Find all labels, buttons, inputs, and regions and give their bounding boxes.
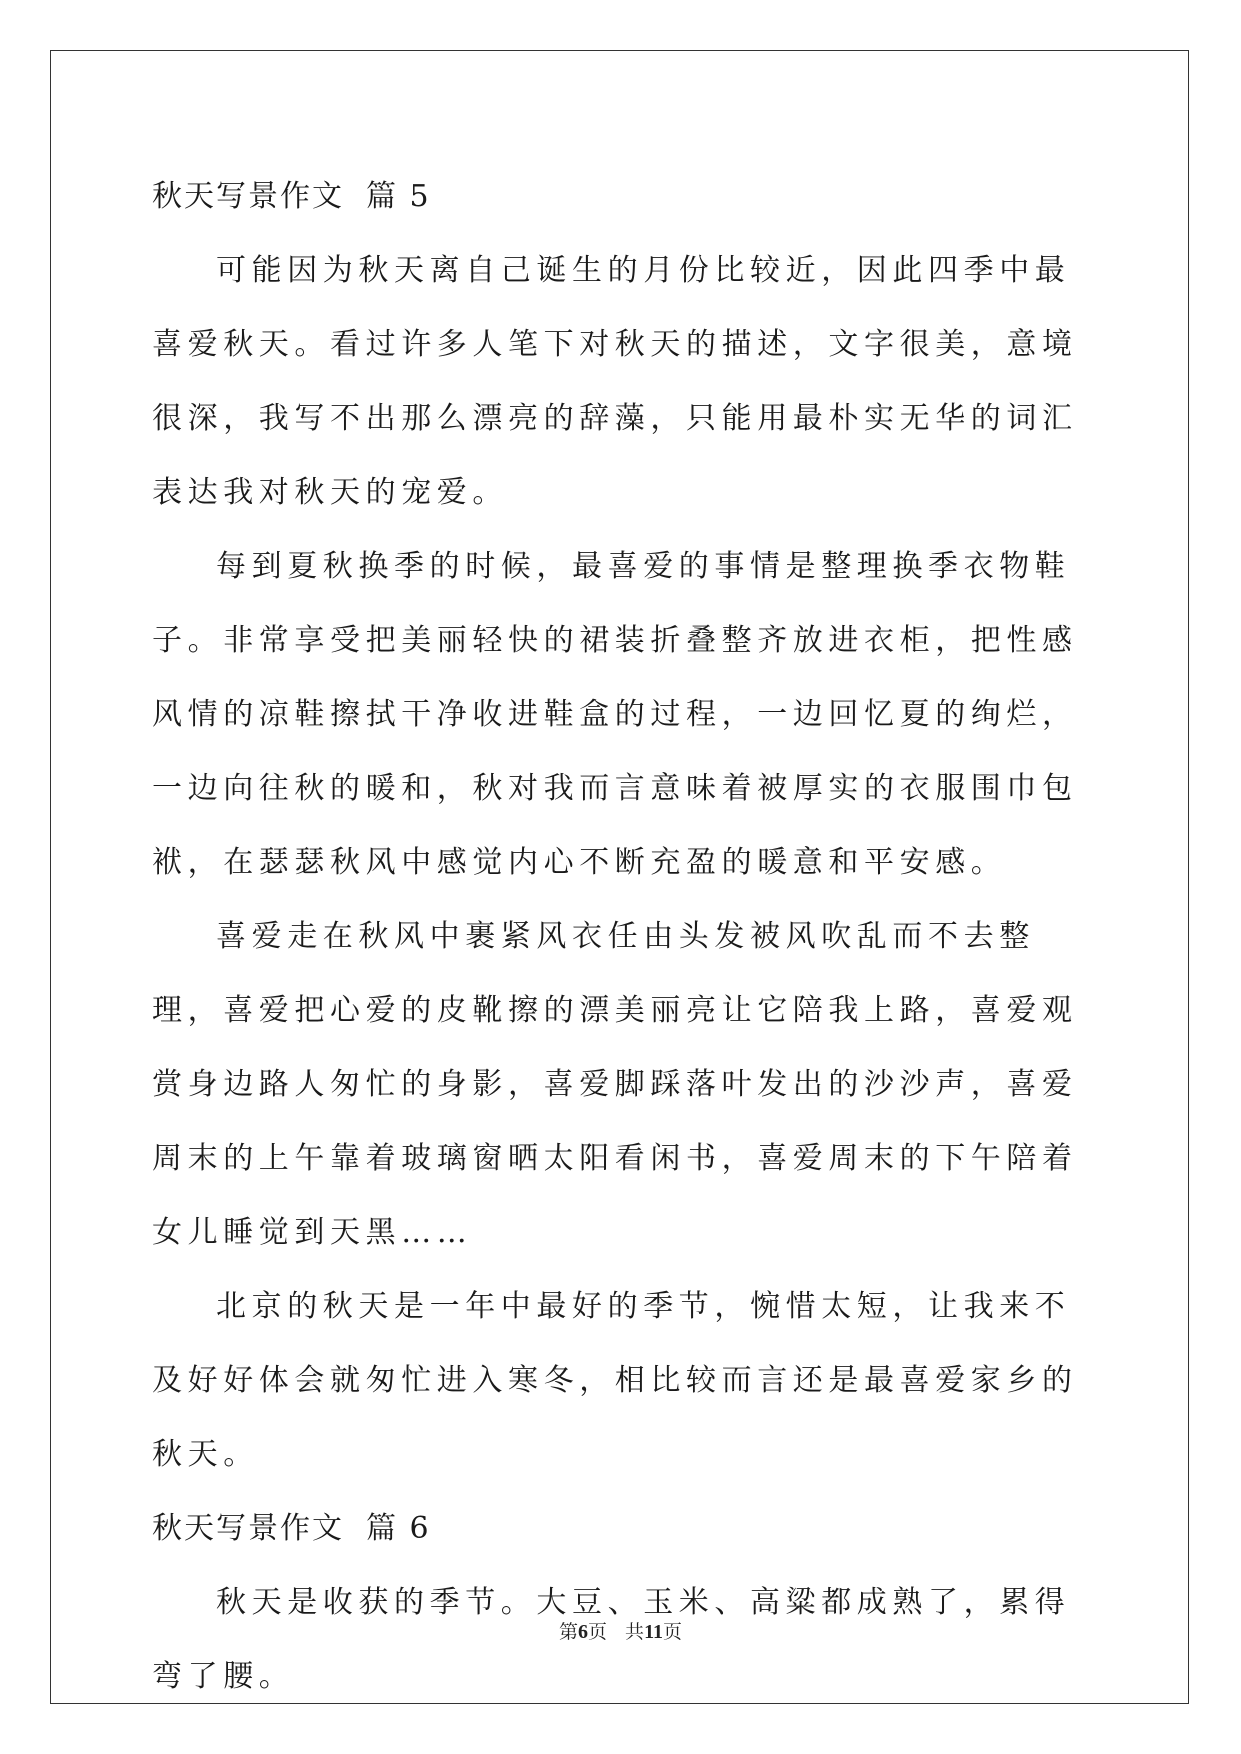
section-heading: [152, 160, 1092, 234]
footer-page-unit: 页: [588, 1621, 608, 1643]
page-footer: [0, 1617, 1241, 1644]
current-page-number: 6: [578, 1621, 589, 1643]
paragraph: 每到夏秋换季的时候，最喜爱的事情是整理换季衣物鞋子。非常享受把美丽轻快的裙装折叠整齐放进衣柜，把性感风情的凉鞋擦拭干净收进鞋盒的过程，一边回忆夏的绚烂，一边向往秋的暖和，秋对我而言意味着被厚实的衣服围巾包袱，在瑟瑟秋风中感觉内心不断充盈的暖意和平安感。: [152, 549, 1078, 880]
paragraph: 北京的秋天是一年中最好的季节，惋惜太短，让我来不及好好体会就匆忙进入寒冬，相比较而言还是最喜爱家乡的秋天。: [152, 1289, 1078, 1472]
document-body: [152, 160, 1092, 1714]
total-pages-number: 11: [644, 1621, 663, 1643]
footer-total-unit: 页: [662, 1621, 682, 1643]
section-title: 秋天写景作文: [152, 179, 344, 214]
footer-total-prefix: 共: [625, 1621, 645, 1643]
section-number: 篇 5: [366, 179, 431, 214]
section-title: 秋天写景作文: [152, 1511, 344, 1546]
footer-prefix: 第: [559, 1621, 579, 1643]
section-heading: [152, 1492, 1092, 1566]
section-number: 篇 6: [366, 1511, 431, 1546]
paragraph: 喜爱走在秋风中裹紧风衣任由头发被风吹乱而不去整理，喜爱把心爱的皮靴擦的漂美丽亮让它陪我上路，喜爱观赏身边路人匆忙的身影，喜爱脚踩落叶发出的沙沙声，喜爱周末的上午靠着玻璃窗晒太阳看闲书，喜爱周末的下午陪着女儿睡觉到天黑……: [152, 919, 1078, 1250]
paragraph: 可能因为秋天离自己诞生的月份比较近，因此四季中最喜爱秋天。看过许多人笔下对秋天的描述，文字很美，意境很深，我写不出那么漂亮的辞藻，只能用最朴实无华的词汇表达我对秋天的宠爱。: [152, 253, 1078, 510]
paragraph: 秋天是收获的季节。大豆、玉米、高粱都成熟了，累得弯了腰。: [152, 1585, 1071, 1694]
